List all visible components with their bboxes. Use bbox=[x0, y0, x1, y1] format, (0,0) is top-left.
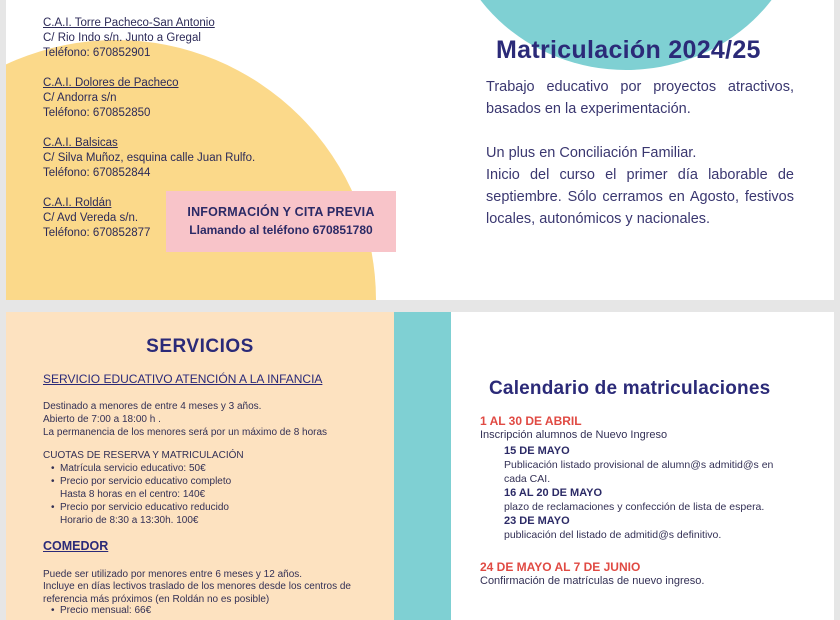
fees-heading: CUOTAS DE RESERVA Y MATRICULACIÓN bbox=[43, 450, 244, 461]
info-box-title: INFORMACIÓN Y CITA PREVIA bbox=[187, 205, 375, 219]
price-text: Precio mensual: 66€ bbox=[60, 605, 152, 616]
page-title: Matriculación 2024/25 bbox=[496, 36, 761, 64]
period-text: Confirmación de matrículas de nuevo ingreso. bbox=[480, 575, 705, 587]
services-title: SERVICIOS bbox=[146, 336, 254, 357]
center-phone: Teléfono: 670852877 bbox=[43, 227, 151, 239]
dining-price bbox=[51, 604, 351, 617]
center-name[interactable]: C.A.I. Torre Pacheco-San Antonio bbox=[43, 17, 215, 29]
step-date: 15 DE MAYO bbox=[504, 445, 570, 457]
decorative-teal-strip bbox=[394, 312, 451, 620]
step-date: 16 AL 20 DE MAYO bbox=[504, 487, 603, 499]
section-heading: SERVICIO EDUCATIVO ATENCIÓN A LA INFANCIA bbox=[43, 372, 323, 386]
step-text: plazo de reclamaciones y confección de lista de espera. bbox=[504, 501, 765, 513]
brochure-bottom-page bbox=[6, 312, 834, 620]
center-address: C/ Avd Vereda s/n. bbox=[43, 212, 139, 224]
info-box-phone: Llamando al teléfono 670851780 bbox=[189, 223, 373, 237]
center-item bbox=[43, 76, 343, 121]
fee-line: Horario de 8:30 a 13:30h. 100€ bbox=[60, 515, 199, 526]
services-panel bbox=[6, 312, 394, 620]
intro-text bbox=[486, 76, 794, 230]
dining-line: Incluye en días lectivos traslado de los menores desde los centros de referencia más próximos (en Roldán no es posible) bbox=[43, 581, 351, 605]
fee-line: Matrícula servicio educativo: 50€ bbox=[60, 463, 206, 474]
center-name[interactable]: C.A.I. Dolores de Pacheco bbox=[43, 77, 179, 89]
center-name[interactable]: C.A.I. Balsicas bbox=[43, 137, 118, 149]
body-line: La permanencia de los menores será por un máximo de 8 horas bbox=[43, 427, 328, 438]
calendar-title: Calendario de matriculaciones bbox=[489, 378, 771, 399]
fee-item bbox=[51, 501, 351, 527]
calendar-list bbox=[480, 414, 780, 590]
calendar-step bbox=[480, 514, 780, 542]
center-name[interactable]: C.A.I. Roldán bbox=[43, 197, 112, 209]
step-text: publicación del listado de admitid@s definitivo. bbox=[504, 529, 722, 541]
center-item bbox=[43, 136, 343, 181]
center-address: C/ Silva Muñoz, esquina calle Juan Rulfo. bbox=[43, 152, 256, 164]
period-range: 1 AL 30 DE ABRIL bbox=[480, 414, 582, 428]
section-body bbox=[43, 400, 351, 439]
period-range: 24 DE MAYO AL 7 DE JUNIO bbox=[480, 560, 641, 574]
body-line: Abierto de 7:00 a 18:00 h . bbox=[43, 414, 161, 425]
body-line: Destinado a menores de entre 4 meses y 3 años. bbox=[43, 401, 262, 412]
intro-paragraph: Trabajo educativo por proyectos atractivos, basados en la experimentación. bbox=[486, 79, 794, 117]
intro-paragraph: Un plus en Conciliación Familiar. bbox=[486, 145, 697, 161]
brochure-top-page bbox=[6, 0, 834, 300]
center-phone: Teléfono: 670852850 bbox=[43, 107, 151, 119]
dining-heading: COMEDOR bbox=[43, 539, 109, 553]
fee-line: Precio por servicio educativo completo bbox=[60, 476, 232, 487]
fees-list bbox=[43, 462, 351, 527]
intro-paragraph: Inicio del curso el primer día laborable de septiembre. Sólo cerramos en Agosto, festivos locales, autonómicos y nacionales. bbox=[486, 167, 794, 227]
step-date: 23 DE MAYO bbox=[504, 515, 570, 527]
fee-item bbox=[51, 475, 351, 501]
center-phone: Teléfono: 670852844 bbox=[43, 167, 151, 179]
center-item bbox=[43, 16, 343, 61]
info-box bbox=[166, 191, 396, 252]
center-address: C/ Andorra s/n bbox=[43, 92, 117, 104]
fee-line: Precio por servicio educativo reducido bbox=[60, 502, 229, 513]
step-text: Publicación listado provisional de alumn@s admitid@s en cada CAI. bbox=[504, 459, 774, 485]
period-text: Inscripción alumnos de Nuevo Ingreso bbox=[480, 429, 668, 441]
fee-line: Hasta 8 horas en el centro: 140€ bbox=[60, 489, 206, 500]
dining-line: Puede ser utilizado por menores entre 6 meses y 12 años. bbox=[43, 569, 303, 580]
center-phone: Teléfono: 670852901 bbox=[43, 47, 151, 59]
fee-item bbox=[51, 462, 351, 475]
dining-price-list bbox=[43, 604, 351, 617]
center-address: C/ Rio Indo s/n. Junto a Gregal bbox=[43, 32, 201, 44]
calendar-step bbox=[480, 444, 780, 486]
calendar-step bbox=[480, 486, 780, 514]
